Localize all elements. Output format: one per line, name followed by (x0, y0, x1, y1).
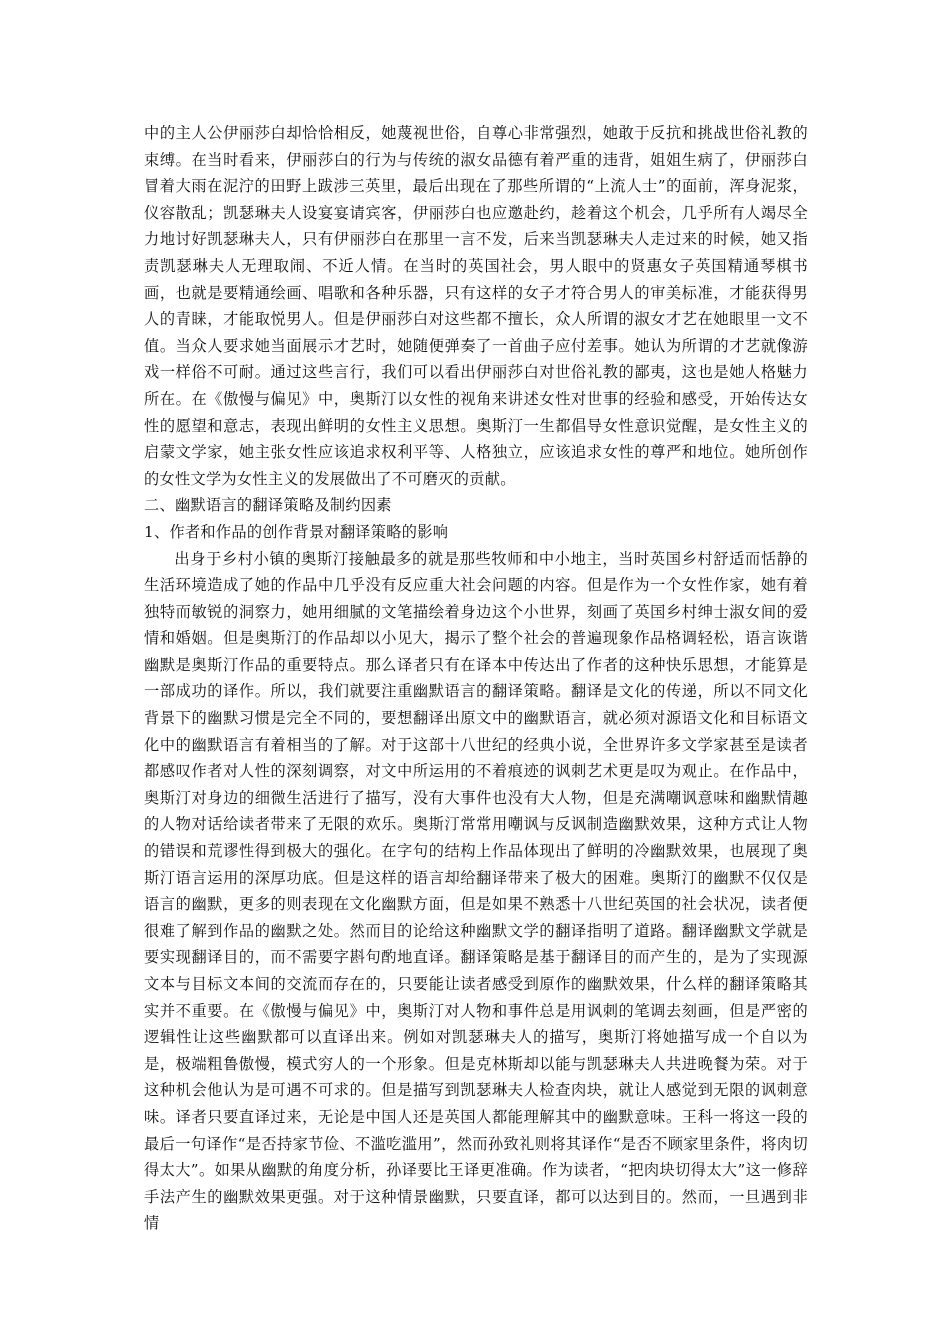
section-heading: 二、幽默语言的翻译策略及制约因素 (144, 496, 392, 515)
body-paragraph-2: 出身于乡村小镇的奥斯汀接触最多的就是那些牧师和中小地主，当时英国乡村舒适而恬静的生活环境造成了她的作品中几乎没有反应重大社会问题的内容。但是作为一个女性作家，她有着独特而敏锐的洞察力，她用细腻的文笔描绘着身边这个小世界，刻画了英国乡村绅士淑女间的爱情和婚姻。但是奥斯汀的作品却以小见大，揭示了整个社会的普遍现象作品格调轻松，语言诙谐幽默是奥斯汀作品的重要特点。那么译者只有在译本中传达出了作者的这种快乐思想，才能算是一部成功的译作。所以，我们就要注重幽默语言的翻译策略。翻译是文化的传递，所以不同文化背景下的幽默习惯是完全不同的，要想翻译出原文中的幽默语言，就必须对源语文化和目标语文化中的幽默语言有着相当的了解。对于这部十八世纪的经典小说，全世界许多文学家甚至是读者都感叹作者对人性的深刻调察，对文中所运用的不着痕迹的讽刺艺术更是叹为观止。在作品中，奥斯汀对身边的细微生活进行了描写，没有大事件也没有大人物，但是充满嘲讽意味和幽默情趣的人物对话给读者带来了无限的欢乐。奥斯汀常常用嘲讽与反讽制造幽默效果，这种方式让人物的错误和荒谬性得到极大的强化。在字句的结构上作品体现出了鲜明的冷幽默效果，也展现了奥斯汀语言运用的深厚功底。但是这样的语言却给翻译带来了极大的困难。奥斯汀的幽默不仅仅是语言的幽默，更多的则表现在文化幽默方面，但是如果不熟悉十八世纪英国的社会状况，读者便很难了解到作品的幽默之处。然而目的论给这种幽默文学的翻译指明了道路。翻译幽默文学就是要实现翻译目的，而不需要字斟句酌地直译。翻译策略是基于翻译目的而产生的，是为了实现源文本与目标文本间的交流而存在的，只要能让读者感受到原作的幽默效果，什么样的翻译策略其实并不重要。在《傲慢与偏见》中，奥斯汀对人物和事件总是用讽刺的笔调去刻画，但是严密的逻辑性让这些幽默都可以直译出来。例如对凯瑟琳夫人的描写，奥斯汀将她描写成一个自以为是，极端粗鲁傲慢，模式穷人的一个形象。但是克林斯却以能与凯瑟琳夫人共进晚餐为荣。对于这种机会他认为是可遇不可求的。但是描写到凯瑟琳夫人检查肉块，就让人感觉到无限的讽刺意味。译者只要直译过来，无论是中国人还是英国人都能理解其中的幽默意味。王科一将这一段的最后一句译作“是否持家节俭、不滥吃滥用”，然而孙致礼则将其译作“是否不顾家里条件，将肉切得太大”。如果从幽默的角度分析，孙译要比王译更准确。作为读者，“把肉块切得太大”这一修辞手法产生的幽默效果更强。对于这种情景幽默，只要直译，都可以达到目的。然而，一旦遇到非情 (144, 549, 808, 1233)
document-page (144, 120, 808, 1237)
subsection-heading: 1、作者和作品的创作背景对翻译策略的影响 (144, 522, 449, 541)
body-paragraph-1: 中的主人公伊丽莎白却恰恰相反，她蔑视世俗，自尊心非常强烈，她敢于反抗和挑战世俗礼教的束缚。在当时看来，伊丽莎白的行为与传统的淑女品德有着严重的违背，姐姐生病了，伊丽莎白冒着大雨在泥泞的田野上跋涉三英里，最后出现在了那些所谓的“上流人士”的面前，浑身泥浆，仪容散乱；凯瑟琳夫人设宴宴请宾客，伊丽莎白也应邀赴约，趁着这个机会，几乎所有人竭尽全力地讨好凯瑟琳夫人，只有伊丽莎白在那里一言不发，后来当凯瑟琳夫人走过来的时候，她又指责凯瑟琳夫人无理取闹、不近人情。在当时的英国社会，男人眼中的贤惠女子英国精通琴棋书画，也就是要精通绘画、唱歌和各种乐器，只有这样的女子才符合男人的审美标准，才能获得男人的青睐，才能取悦男人。但是伊丽莎白对这些都不擅长，众人所谓的淑女才艺在她眼里一文不值。当众人要求她当面展示才艺时，她随便弹奏了一首曲子应付差事。她认为所谓的才艺就像游戏一样俗不可耐。通过这些言行，我们可以看出伊丽莎白对世俗礼教的鄙夷，这也是她人格魅力所在。在《傲慢与偏见》中，奥斯汀以女性的视角来讲述女性对世事的经验和感受，开始传达女性的愿望和意志，表现出鲜明的女性主义思想。奥斯汀一生都倡导女性意识觉醒，是女性主义的启蒙文学家，她主张女性应该追求权利平等、人格独立，应该追求女性的尊严和地位。她所创作的女性文学为女性主义的发展做出了不可磨灭的贡献。 (144, 124, 808, 488)
